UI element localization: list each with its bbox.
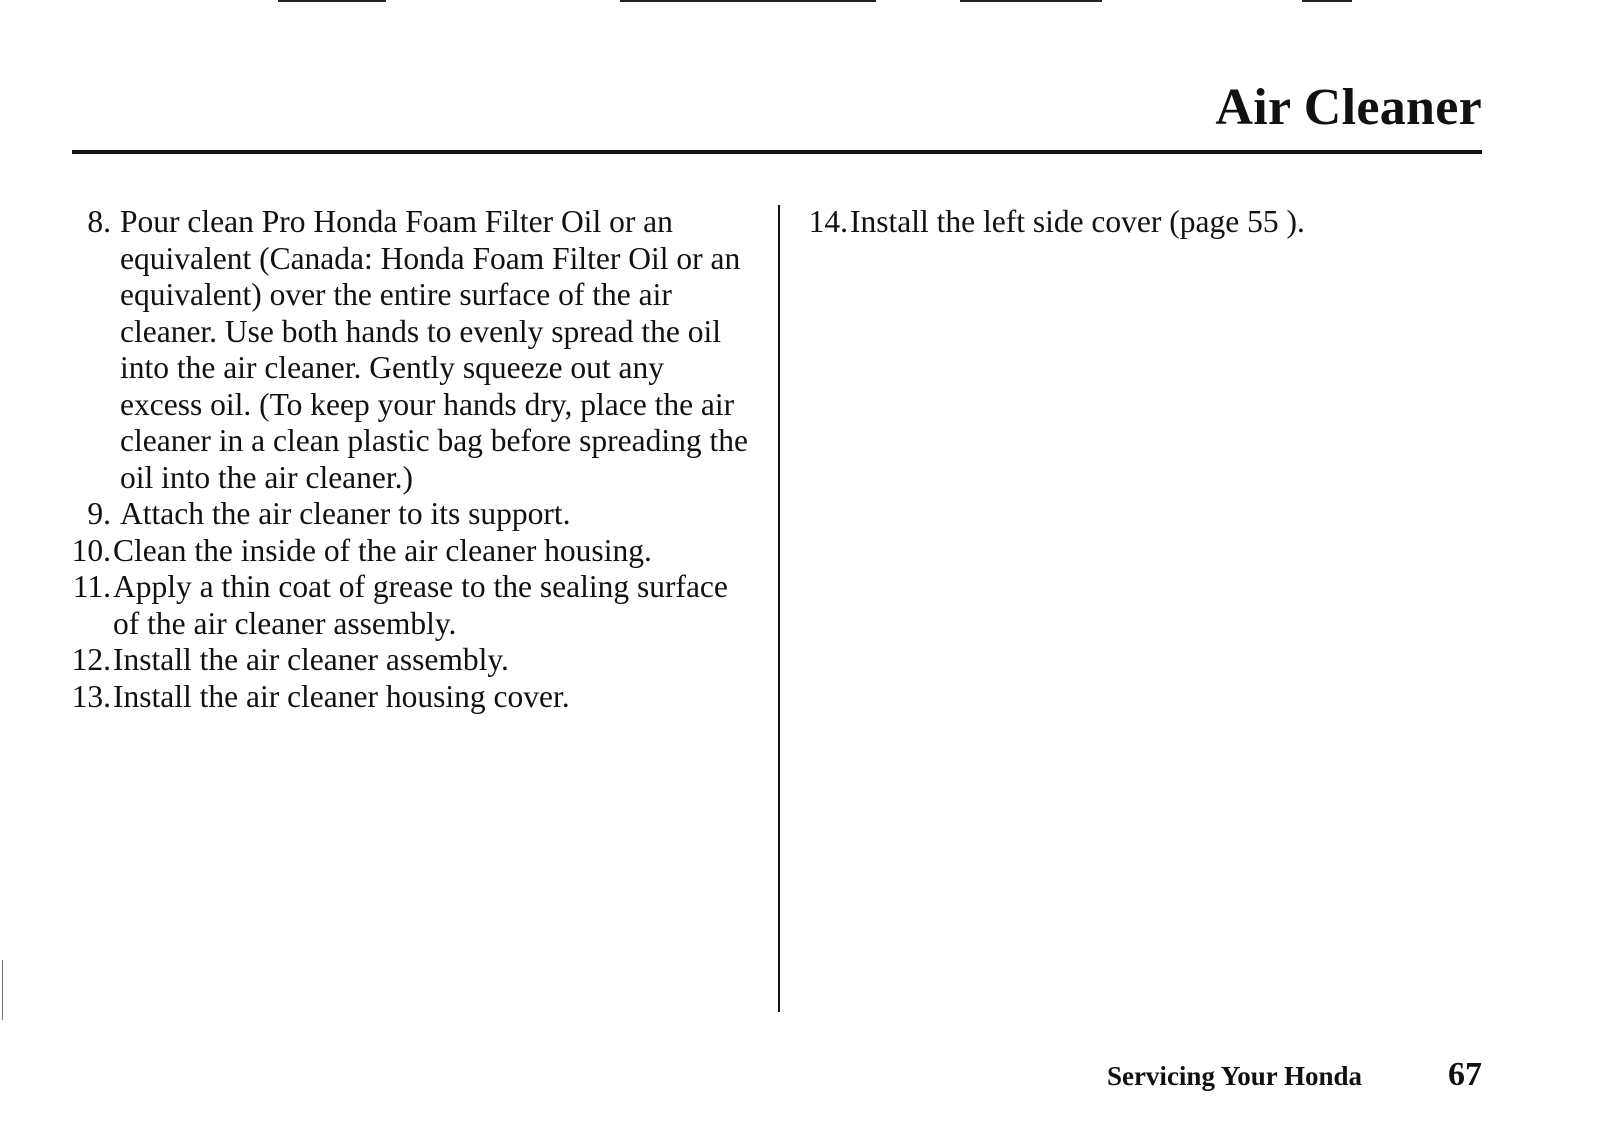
step-number: 8.	[87, 204, 111, 239]
column-divider	[778, 205, 780, 1012]
step-number: 10.	[71, 532, 111, 568]
top-edge-mark	[278, 0, 386, 2]
step-text-body: Pour clean Pro Honda Foam Filter Oil or an equivalent (Canada: Honda Foam Filter Oil or an equivalent) over the entire surface of the air cleaner. Use both hands to evenly spread the oil into the air cleaner. Gently squeeze out any excess oil. (To keep your hands dry, place the air cleaner in a clean plastic bag before spreading the oil into the air cleaner.)	[120, 204, 748, 495]
step-text	[111, 204, 750, 496]
step-text-body: Clean the inside of the air cleaner housing.	[113, 532, 652, 568]
step-item	[60, 642, 750, 679]
right-column-steps	[803, 204, 1453, 241]
step-item	[60, 533, 750, 570]
step-item	[60, 204, 750, 496]
step-number: 11.	[72, 569, 111, 604]
top-edge-mark	[1302, 0, 1352, 2]
step-item	[60, 569, 750, 642]
footer-section-title: Servicing Your Honda	[1106, 1061, 1362, 1091]
step-number: 9.	[87, 496, 111, 531]
step-text	[848, 204, 1453, 241]
step-item	[60, 496, 750, 533]
step-item	[60, 679, 750, 716]
top-edge-mark	[960, 0, 1102, 2]
page-title: Air Cleaner	[1215, 79, 1482, 136]
step-number: 13.	[71, 678, 111, 714]
step-text	[111, 569, 750, 642]
scan-edge-mark	[2, 960, 3, 1020]
step-text-body: Install the air cleaner assembly.	[113, 642, 509, 677]
step-item	[803, 204, 1453, 241]
top-edge-mark	[620, 0, 876, 2]
step-text-body: Install the left side cover (page 55 ).	[850, 204, 1305, 239]
title-rule	[72, 150, 1482, 154]
step-number: 14.	[808, 204, 848, 239]
step-text	[111, 679, 750, 716]
step-text-body: Install the air cleaner housing cover.	[113, 678, 570, 714]
step-text-body: Attach the air cleaner to its support.	[120, 496, 571, 531]
page-number: 67	[1448, 1056, 1482, 1093]
left-column-steps	[60, 204, 750, 715]
step-text	[111, 496, 750, 533]
step-text	[111, 642, 750, 679]
step-text	[111, 533, 750, 570]
step-text-body: Apply a thin coat of grease to the sealing surface of the air cleaner assembly.	[113, 569, 728, 641]
step-number: 12.	[71, 642, 111, 677]
